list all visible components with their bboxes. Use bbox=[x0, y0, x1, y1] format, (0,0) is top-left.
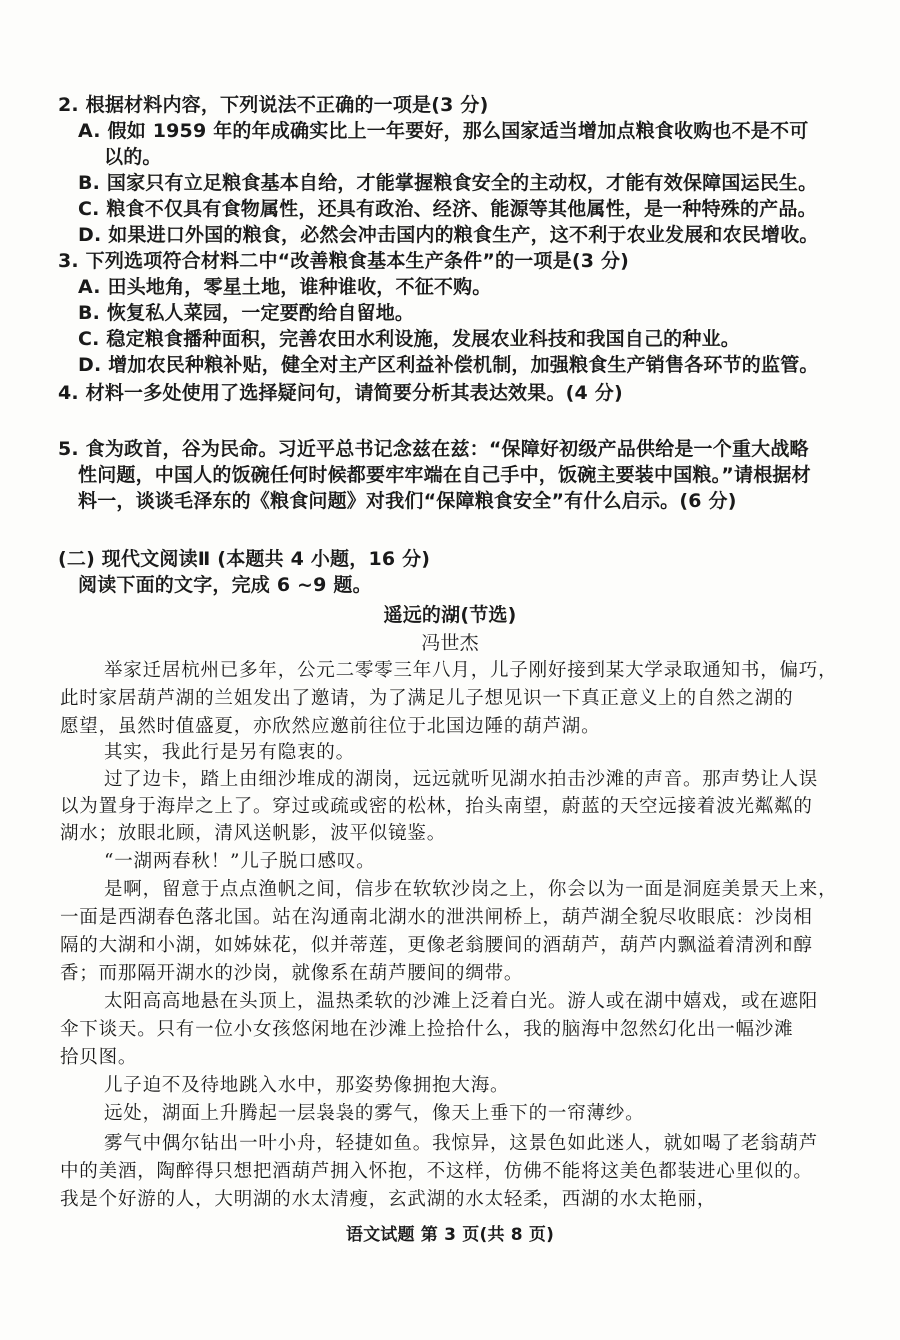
question-2-option-a: A. 假如 1959 年的年成确实比上一年要好，那么国家适当增加点粮食收购也不是不可 bbox=[78, 120, 809, 142]
question-3-option-a: A. 田头地角，零星土地，谁种谁收，不征不购。 bbox=[78, 276, 492, 298]
passage-line: 远处，湖面上升腾起一层袅袅的雾气，像天上垂下的一帘薄纱。 bbox=[104, 1103, 645, 1124]
question-2-option-c: C. 粮食不仅具有食物属性，还具有政治、经济、能源等其他属性，是一种特殊的产品。 bbox=[78, 198, 817, 220]
passage-line: 隔的大湖和小湖，如姊妹花，似并蒂莲，更像老翁腰间的酒葫芦，葫芦内飘溢着清洌和醇 bbox=[60, 935, 813, 956]
question-2-option-a-cont: 以的。 bbox=[104, 146, 162, 168]
passage-line: 以为置身于海岸之上了。穿过或疏或密的松林，抬头南望，蔚蓝的天空远接着波光粼粼的 bbox=[60, 796, 813, 817]
section-instruction: 阅读下面的文字，完成 6 ~9 题。 bbox=[78, 574, 372, 596]
passage-line: “一湖两春秋！”儿子脱口感叹。 bbox=[104, 851, 376, 872]
question-5-line-1: 5. 食为政首，谷为民命。习近平总书记念兹在兹：“保障好初级产品供给是一个重大战略 bbox=[58, 438, 809, 460]
question-5-line-2: 性问题，中国人的饭碗任何时候都要牢牢端在自己手中，饭碗主要装中国粮。”请根据材 bbox=[78, 464, 811, 486]
passage-line: 愿望，虽然时值盛夏，亦欣然应邀前往位于北国边陲的葫芦湖。 bbox=[60, 716, 601, 737]
passage-line: 雾气中偶尔钻出一叶小舟，轻捷如鱼。我惊异，这景色如此迷人，就如喝了老翁葫芦 bbox=[104, 1133, 819, 1154]
passage-line: 过了边卡，踏上由细沙堆成的湖岗，远远就听见湖水拍击沙滩的声音。那声势让人误 bbox=[104, 769, 819, 790]
passage-line: 伞下谈天。只有一位小女孩悠闲地在沙滩上捡拾什么，我的脑海中忽然幻化出一幅沙滩 bbox=[60, 1019, 794, 1040]
passage-line: 拾贝图。 bbox=[60, 1047, 138, 1068]
question-3-option-d: D. 增加农民种粮补贴，健全对主产区利益补偿机制，加强粮食生产销售各环节的监管。 bbox=[78, 354, 819, 376]
passage-title: 遥远的湖(节选) bbox=[383, 604, 517, 626]
section-header: (二) 现代文阅读Ⅱ (本题共 4 小题，16 分) bbox=[58, 548, 431, 570]
passage-line: 举家迁居杭州已多年，公元二零零三年八月，儿子刚好接到某大学录取通知书，偏巧， bbox=[104, 660, 838, 681]
question-2-option-d: D. 如果进口外国的粮食，必然会冲击国内的粮食生产，这不利于农业发展和农民增收。 bbox=[78, 224, 819, 246]
passage-author: 冯世杰 bbox=[421, 632, 479, 654]
passage-line: 儿子迫不及待地跳入水中，那姿势像拥抱大海。 bbox=[104, 1075, 510, 1096]
passage-line: 是啊，留意于点点渔帆之间，信步在软软沙岗之上，你会以为一面是洞庭美景天上来， bbox=[104, 879, 838, 900]
page-footer: 语文试题 第 3 页(共 8 页) bbox=[345, 1225, 555, 1245]
passage-line: 湖水；放眼北顾，清风送帆影，波平似镜鉴。 bbox=[60, 823, 447, 844]
passage-line: 此时家居葫芦湖的兰姐发出了邀请，为了满足儿子想见识一下真正意义上的自然之湖的 bbox=[60, 688, 794, 709]
question-3-option-c: C. 稳定粮食播种面积，完善农田水利设施，发展农业科技和我国自己的种业。 bbox=[78, 328, 740, 350]
passage-line: 太阳高高地悬在头顶上，温热柔软的沙滩上泛着白光。游人或在湖中嬉戏，或在遮阳 bbox=[104, 991, 819, 1012]
question-2-stem: 2. 根据材料内容，下列说法不正确的一项是(3 分) bbox=[58, 94, 489, 116]
question-5-line-3: 料一，谈谈毛泽东的《粮食问题》对我们“保障粮食安全”有什么启示。(6 分) bbox=[78, 490, 737, 512]
passage-line: 香；而那隔开湖水的沙岗，就像系在葫芦腰间的绸带。 bbox=[60, 963, 524, 984]
passage-line: 我是个好游的人，大明湖的水太清瘦，玄武湖的水太轻柔，西湖的水太艳丽， bbox=[60, 1189, 717, 1210]
passage-line: 中的美酒，陶醉得只想把酒葫芦拥入怀抱，不这样，仿佛不能将这美色都装进心里似的。 bbox=[60, 1161, 813, 1182]
passage-line: 一面是西湖春色落北国。站在沟通南北湖水的泄洪闸桥上，葫芦湖全貌尽收眼底：沙岗相 bbox=[60, 907, 813, 928]
question-3-stem: 3. 下列选项符合材料二中“改善粮食基本生产条件”的一项是(3 分) bbox=[58, 250, 630, 272]
question-2-option-b: B. 国家只有立足粮食基本自给，才能掌握粮食安全的主动权，才能有效保障国运民生。 bbox=[78, 172, 818, 194]
passage-line: 其实，我此行是另有隐衷的。 bbox=[104, 742, 355, 763]
question-4: 4. 材料一多处使用了选择疑问句，请简要分析其表达效果。(4 分) bbox=[58, 382, 623, 404]
question-3-option-b: B. 恢复私人菜园，一定要酌给自留地。 bbox=[78, 302, 415, 324]
